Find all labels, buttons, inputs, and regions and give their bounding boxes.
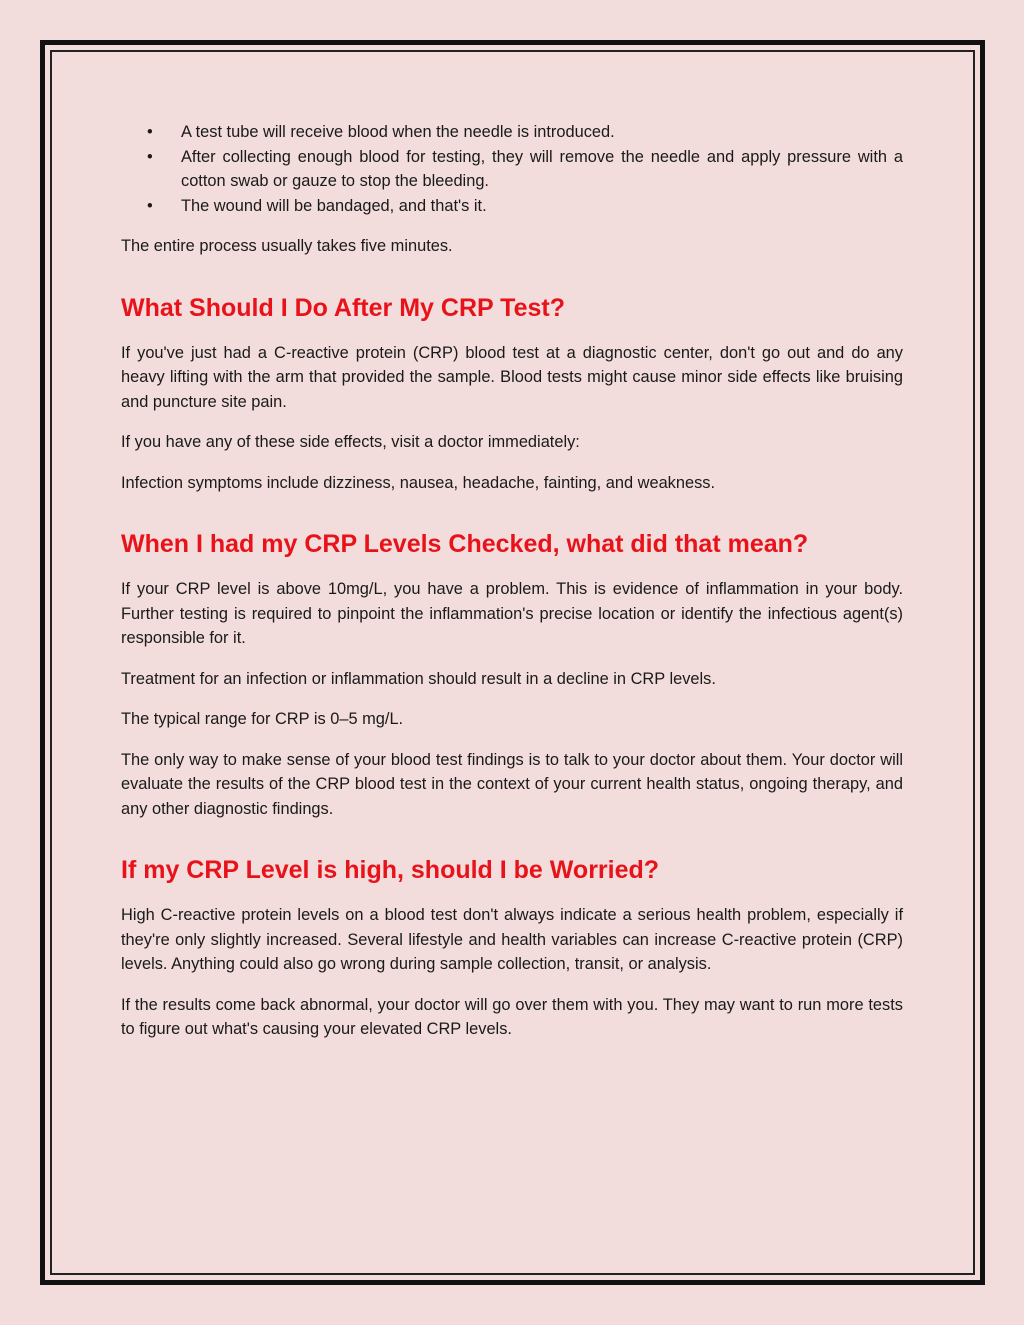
section-heading-crp-meaning: When I had my CRP Levels Checked, what did that mean?	[121, 530, 809, 558]
paragraph: The only way to make sense of your blood test findings is to talk to your doctor about them. Your doctor will evaluate the results of the CRP blood test in the context of your current health status, ongoing therapy, and any other diagnostic findings.	[121, 750, 903, 818]
paragraph: If you've just had a C-reactive protein (CRP) blood test at a diagnostic center, don't go out and do any heavy lifting with the arm that provided the sample. Blood tests might cause minor side effects like bruising and puncture site pain.	[121, 343, 903, 411]
list-item	[121, 120, 903, 145]
section-heading-high-crp: If my CRP Level is high, should I be Worried?	[121, 856, 660, 884]
process-duration-text: The entire process usually takes five minutes.	[121, 237, 453, 255]
paragraph: If the results come back abnormal, your doctor will go over them with you. They may want to run more tests to figure out what's causing your elevated CRP levels.	[121, 995, 903, 1038]
procedure-bullet-list	[121, 120, 903, 218]
paragraph: If your CRP level is above 10mg/L, you have a problem. This is evidence of inflammation in your body. Further testing is required to pinpoint the inflammation's precise location or identify the infectious agent(s) responsible for it.	[121, 580, 903, 647]
bullet-icon: •	[147, 123, 153, 141]
list-item-text: After collecting enough blood for testing, they will remove the needle and apply pressure with a cotton swab or gauze to stop the bleeding.	[181, 147, 903, 190]
list-item-text: A test tube will receive blood when the needle is introduced.	[181, 123, 615, 141]
bullet-icon: •	[147, 196, 153, 215]
bullet-icon: •	[147, 147, 153, 166]
list-item-text: The wound will be bandaged, and that's it.	[181, 196, 487, 215]
list-item	[121, 145, 903, 194]
section-heading-after-test: What Should I Do After My CRP Test?	[121, 293, 565, 322]
document-body	[121, 120, 903, 1042]
paragraph: Infection symptoms include dizziness, nausea, headache, fainting, and weakness.	[121, 473, 716, 492]
paragraph: High C-reactive protein levels on a blood test don't always indicate a serious health problem, especially if they're only slightly increased. Several lifestyle and health variables can increase C-reactive protein (CRP) levels. Anything could also go wrong during sample collection, transit, or analysis.	[121, 906, 903, 973]
paragraph: The typical range for CRP is 0–5 mg/L.	[121, 710, 404, 728]
list-item	[121, 194, 903, 219]
paragraph: If you have any of these side effects, visit a doctor immediately:	[121, 433, 580, 451]
paragraph: Treatment for an infection or inflammation should result in a decline in CRP levels.	[121, 669, 716, 688]
